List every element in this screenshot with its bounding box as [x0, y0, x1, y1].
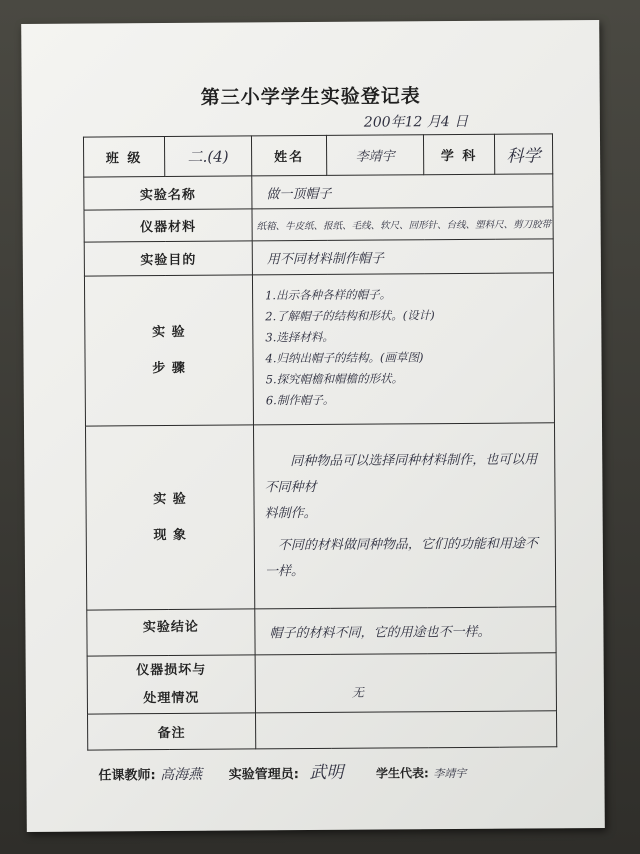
class-value: 二.(4)	[164, 136, 251, 177]
form-title: 第三小学学生实验登记表	[200, 85, 421, 109]
experiment-name-row	[84, 174, 553, 210]
phenomenon-row	[85, 423, 555, 610]
subject-label: 学 科	[423, 134, 494, 174]
step-item: 3.选择材料。	[265, 329, 334, 345]
steps-label-line-2: 步 骤	[152, 360, 186, 376]
step-item: 2.了解帽子的结构和形状。(设计)	[265, 308, 435, 324]
steps-label	[84, 275, 253, 426]
damage-value: 无	[255, 653, 556, 713]
phenomenon-label-line-1: 实 验	[153, 491, 187, 507]
steps-label-line-1: 实 验	[152, 324, 186, 340]
materials-value: 纸箱、牛皮纸、报纸、毛线、软尺、回形针、台线、塑料尺、剪刀胶带	[252, 207, 553, 241]
experiment-name-value: 做一顶帽子	[252, 174, 553, 209]
purpose-label: 实验目的	[84, 241, 252, 276]
conclusion-label: 实验结论	[87, 609, 255, 656]
class-label: 班 级	[83, 137, 164, 178]
phenomenon-line: 同种物品可以选择同种材料制作，也可以用不同种材	[264, 451, 538, 495]
materials-label: 仪器材料	[84, 209, 252, 242]
phenomenon-label-line-2: 现 象	[153, 527, 188, 543]
registration-form-sheet	[21, 20, 605, 832]
name-label: 姓名	[251, 135, 326, 176]
student-label: 学生代表:	[375, 766, 429, 781]
purpose-row	[84, 239, 553, 276]
signature-footer	[98, 756, 578, 784]
conclusion-value: 帽子的材料不同，它的用途也不一样。	[255, 607, 556, 655]
subject-value: 科学	[494, 134, 552, 174]
admin-label: 实验管理员:	[228, 767, 299, 783]
notes-label: 备注	[88, 713, 256, 750]
purpose-value: 用不同材料制作帽子	[252, 239, 553, 275]
phenomenon-label	[85, 425, 254, 610]
steps-list	[252, 273, 554, 425]
conclusion-row	[87, 607, 556, 656]
steps-row	[84, 273, 554, 426]
phenomenon-line: 料制作。	[264, 505, 317, 521]
experiment-name-label: 实验名称	[84, 176, 252, 210]
damage-row	[87, 653, 556, 714]
admin-signature: 武明	[309, 762, 344, 784]
header-row	[83, 134, 552, 177]
step-item: 4.归纳出帽子的结构。(画草图)	[265, 350, 424, 366]
notes-value	[256, 711, 557, 749]
step-item: 1.出示各种各样的帽子。	[265, 287, 392, 303]
teacher-label: 任课教师:	[98, 768, 156, 784]
step-item: 6.制作帽子。	[265, 392, 335, 408]
materials-row	[84, 207, 553, 242]
notes-row	[88, 711, 557, 750]
damage-label	[87, 655, 255, 714]
teacher-signature: 高海燕	[160, 766, 203, 784]
step-item: 5.探究帽檐和帽檐的形状。	[265, 371, 404, 387]
damage-label-line-1: 仪器损坏与	[136, 662, 207, 678]
damage-label-line-2: 处理情况	[143, 690, 200, 706]
form-date: 200年12 月4 日	[363, 113, 469, 131]
registration-table	[83, 133, 557, 750]
name-value: 李靖宇	[326, 135, 423, 176]
student-signature: 李靖宇	[433, 766, 467, 781]
phenomenon-text	[253, 423, 555, 609]
phenomenon-line: 不同的材料做同种物品，它们的功能和用途不一样。	[264, 535, 538, 579]
